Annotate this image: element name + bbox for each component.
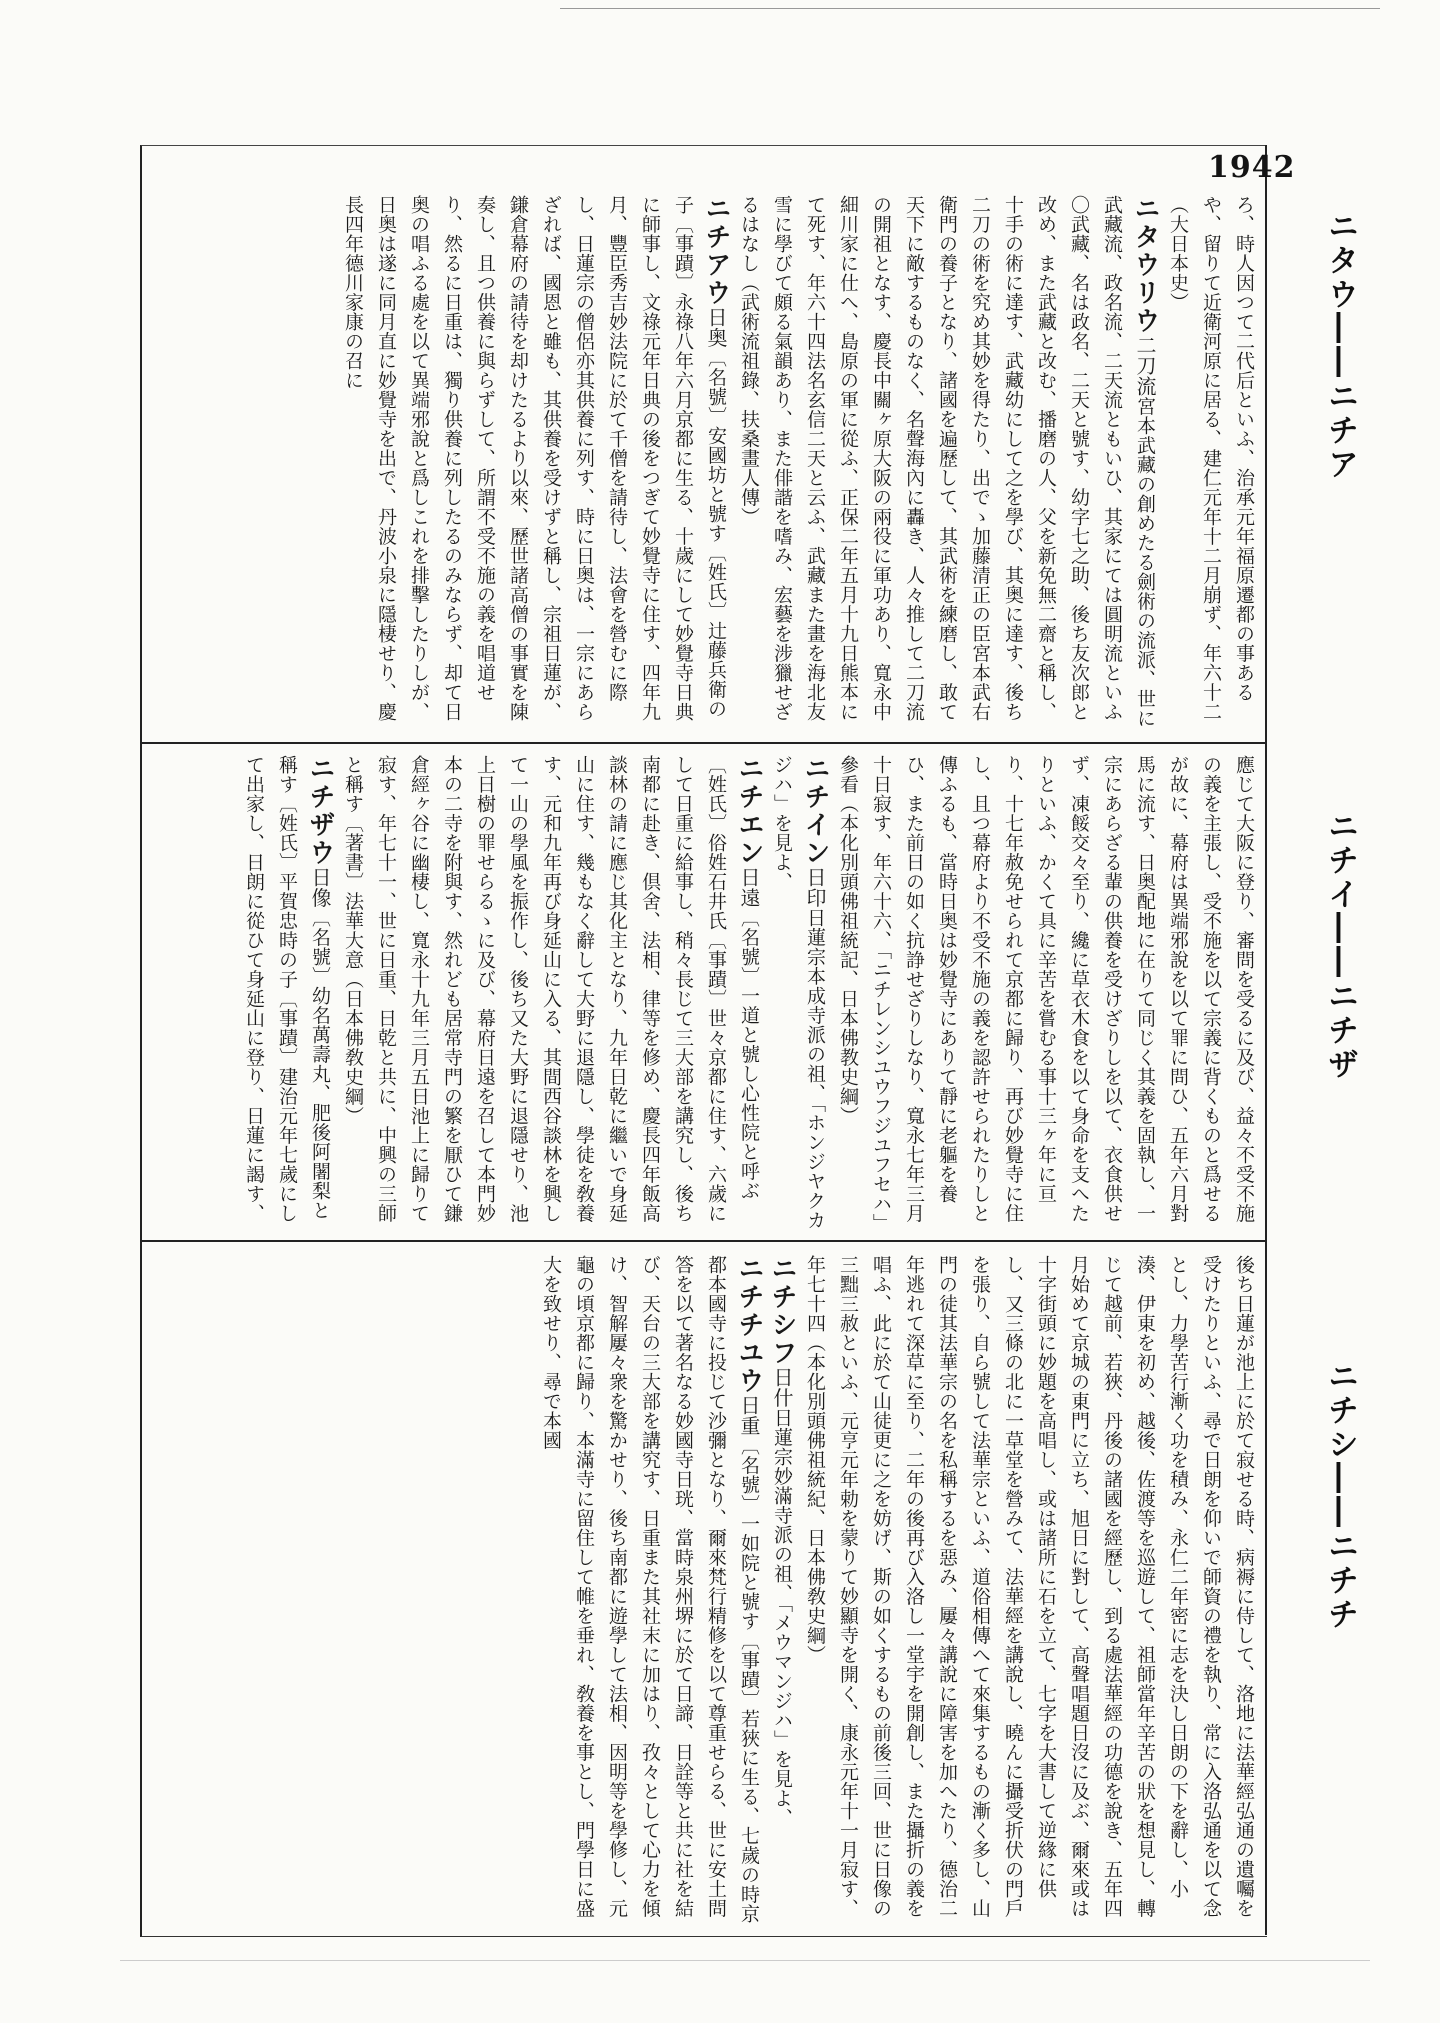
- headword-kanji-nichiju: 日什: [770, 1367, 794, 1408]
- entry-nichiin: [765, 755, 831, 1230]
- entry-body-nichizo: 〔名號〕幼名萬壽丸、肥後阿闍梨と稱す〔姓氏〕平賀忠時の子〔事蹟〕建治元年七歲にして出家し、日朗に從ひて身延山に登り、日蓮に謁す、: [243, 755, 331, 1223]
- scan-edge-bottom: [120, 1960, 1370, 1961]
- headword-kanji-nitoryu: 二刀流: [1133, 335, 1157, 397]
- headword-nichiin: ニチイン: [800, 755, 830, 867]
- headword-nitauriu: ニタウリウ: [1130, 195, 1160, 335]
- guide-word-middle: ニチイ――ニチザ: [1322, 810, 1358, 1082]
- bottom-section: [150, 1255, 1260, 1925]
- headword-kanji-nichio: 日奥: [704, 307, 728, 348]
- entry-nichizau: [237, 755, 336, 1230]
- top-intro: ろ、時人因つて二代后といふ、治承元年福原遷都の事あるや、留りて近衛河原に居る、建仁元年十二月崩ず、年六十二（大日本史）: [1167, 195, 1255, 722]
- entry-body-nichiju: 日蓮宗妙滿寺派の祖、「メウマンジハ」を見よ、: [771, 1408, 793, 1828]
- headword-nichien: ニチエン: [734, 755, 764, 867]
- headword-nichizau: ニチザウ: [305, 755, 335, 867]
- headword-kanji-nichion: 日遠: [737, 867, 761, 908]
- headword-nichichiyuu: ニチチユウ: [734, 1255, 764, 1395]
- entry-nichishifu: [765, 1255, 798, 1925]
- divider-top: [140, 742, 1265, 744]
- headword-kanji-nichiin: 日印: [803, 867, 827, 908]
- entry-body-nichiin: 日蓮宗本成寺派の祖、「ホンジヤクカジハ」を見よ、: [771, 755, 826, 1230]
- headword-kanji-nichiju2: 日重: [737, 1395, 761, 1436]
- entry-nitauriu: [732, 195, 1161, 730]
- entry-body-nitoryu: 宮本武藏の創めたる劍術の流派、世に武藏流、政名流、二天流ともいひ、其家にては圓明流といふ〇武藏、名は政名、二天と號す、幼字七之助、後ち友次郎と改め、また武藏と改む、播磨の人、父を新免無二齋と稱し、十手の術に達す、武藏幼にして之を學び、其奥に達す、後ち二刀の術を究め其妙を得たり、出でゝ加藤清正の臣宮本武右衛門の養子となり、諸國を遍歷して、其武術を練磨し、敢て天下に敵するものなく、名聲海內に轟き、人々推して二刀流の開祖となす、慶長中關ヶ原大阪の兩役に軍功あり、寬永中細川家に仕へ、島原の軍に從ふ、正保二年五月十九日熊本にて死す、年六十四法名玄信二天と云ふ、武藏また畫を海北友雪に學びて頗る氣韻あり、また俳諧を嗜み、宏藝を涉獵せざるはなし（武術流祖錄、扶桑畫人傳）: [738, 195, 1156, 728]
- entry-body-nichiju2: 〔名號〕一如院と號す〔事蹟〕若狹に生る、七歲の時京都本國寺に投じて沙彌となり、爾來梵行精修を以て尊重せらる、世に安土問答を以て著名なる妙國寺日珖、當時泉州堺に於て日諦、日詮等と共に社を結び、天台の三大部を講究す、日重また其社末に加はり、孜々として心力を傾け、智解屢々衆を驚かせり、後ち南都に遊學して法相、因明等を學修し、元龜の頃京都に歸り、本滿寺に留住して帷を垂れ、敎養を事とし、門學日に盛大を致せり、尋で本國: [540, 1255, 760, 1924]
- entry-nichien: [336, 755, 765, 1230]
- top-section: [150, 195, 1260, 730]
- middle-continuation: 應じて大阪に登り、審問を受るに及び、益々不受不施の義を主張し、受不施を以て宗義に背くものと爲せるが故に、幕府は異端邪說を以て罪に問ひ、五年六月對馬に流す、日奥配地に在りて同じく其義を固執し、一宗にあらざる輩の供養を受けざりしを以て、衣食供せず、凍餒交々至り、纔に草衣木食を以て身命を支へたりといふ、かくて具に辛苦を嘗むる事十三ヶ年に亘り、十七年赦免せられて京都に歸り、再び妙覺寺に住し、且つ幕府より不受不施の義を認許せられたりしと傳ふるも、當時日奥は妙覺寺にありて靜に老軀を養ひ、また前日の如く抗諍せざりしなり、寬永七年三月十日寂す、年六十六、「ニチレンシユウフジユフセハ」參看（本化別頭佛祖統記、日本佛教史綱）: [837, 755, 1255, 1224]
- entry-body-nichion: 〔名號〕一道と號し心性院と呼ぶ〔姓氏〕俗姓石井氏〔事蹟〕世々京都に住す、六歲にして日重に給事し、稍々長じて三大部を講究し、後ち南都に赴き、倶舍、法相、律等を修め、慶長四年飯高談林の請に應じ其化主となり、九年日乾に繼いで身延山に住す、幾もなく辭して大野に退隱し、學徒を敎養す、元和九年再び身延山に入る、其間西谷談林を興して一山の學風を振作し、後ち又た大野に退隱せり、池上日樹の罪せらるゝに及び、幕府日遠を召して本門妙本の二寺を附與す、然れども居常寺門の繁を厭ひて鎌倉經ヶ谷に幽棲し、寬永十九年三月五日池上に歸りて寂す、年七十一、世に日重、日乾と共に、中興の三師と稱す〔著書〕法華大意（日本佛敎史綱）: [342, 755, 760, 1223]
- middle-section: [150, 755, 1260, 1230]
- page-number: 1942: [1208, 150, 1296, 185]
- headword-kanji-nichizo: 日像: [308, 867, 332, 908]
- entry-nichiau: [336, 195, 732, 730]
- guide-word-bottom: ニチシ――ニチチ: [1322, 1360, 1358, 1632]
- entry-body-nichio: 〔名號〕安國坊と號す〔姓氏〕辻藤兵衛の子〔事蹟〕永祿八年六月京都に生る、十歲にして妙覺寺日典に師事し、文祿元年日典の後をつぎて妙覺寺に住す、四年九月、豐臣秀吉妙法院に於て千僧を請待し、法會を營むに際し、日蓮宗の僧侶亦其供養に列す、時に日奥は、一宗にあらざれば、國恩と雖も、其供養を受けずと稱し、宗祖日蓮が、鎌倉幕府の請待を却けたるより以來、歷世諸高僧の事實を陳奏し、且つ供養に與らずして、所謂不受不施の義を唱道せり、然るに日重は、獨り供養に列したるのみならず、却て日奥の唱ふる處を以て異端邪說と爲しこれを排擊したりしが、日奥は遂に同月直に妙覺寺を出で、丹波小泉に隱棲せり、慶長四年德川家康の召に: [342, 195, 727, 722]
- guide-rule: [1265, 145, 1267, 1935]
- scan-edge-top: [560, 8, 1380, 9]
- guide-word-top: ニタウ――ニチア: [1322, 210, 1358, 482]
- headword-nichishifu: ニチシフ: [767, 1255, 797, 1367]
- divider-bottom: [140, 1240, 1265, 1242]
- entry-nichichiyuu: [534, 1255, 765, 1925]
- headword-nichiau: ニチアウ: [701, 195, 731, 307]
- bottom-continuation: 後ち日蓮が池上に於て寂せる時、病褥に侍して、洛地に法華經弘通の遺囑を受けたりといふ、尋で日朗を仰いで師資の禮を執り、常に入洛弘通を以て念とし、力學苦行漸く功を積み、永仁二年密に志を決し日朗の下を辭し、小湊、伊東を初め、越後、佐渡等を巡遊して、祖師當年辛苦の狀を想見し、轉じて越前、若狹、丹後の諸國を經歷し、到る處法華經の功德を說き、五年四月始めて京城の東門に立ち、旭日に對して、高聲唱題日沒に及ぶ、爾來或は十字街頭に妙題を高唱し、或は諸所に石を立て、七字を大書して逆緣に供し、又三條の北に一草堂を營みて、法華經を講說し、曉んに攝受折伏の門戶を張り、自ら號して法華宗といふ、道俗相傳へて來集するもの漸く多し、山門の徒其法華宗の名を私稱するを惡み、屢々講說に障害を加へたり、德治二年逃れて深草に至り、二年の後再び入洛し一堂宇を開創し、また攝折の義を唱ふ、此に於て山徒更に之を妨げ、斯の如くするもの前後三回、世に日像の三黜三赦といふ、元亨元年勅を蒙りて妙顯寺を開く、康永元年十一月寂す、年七十四（本化別頭佛祖統紀、日本佛敎史綱）: [804, 1255, 1255, 1918]
